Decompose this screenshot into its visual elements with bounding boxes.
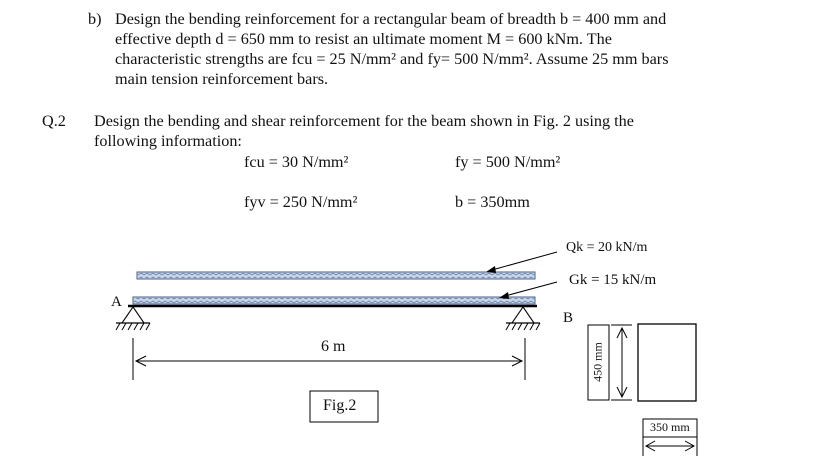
- qk-pointer: [492, 252, 557, 270]
- cross-section: [638, 324, 696, 401]
- gk-label: Gk = 15 kN/m: [569, 272, 657, 288]
- span-label: 6 m: [321, 338, 346, 355]
- part-b-line-2: effective depth d = 650 mm to resist an ultimate moment M = 600 kNm. The: [115, 30, 612, 48]
- gk-pointer: [505, 282, 557, 296]
- param-fyv: fyv = 250 N/mm²: [244, 193, 358, 211]
- param-fy: fy = 500 N/mm²: [455, 153, 561, 171]
- param-fcu: fcu = 30 N/mm²: [244, 153, 349, 171]
- question-2-label: Q.2: [42, 112, 66, 130]
- part-b-label: b): [88, 10, 102, 28]
- support-a-label: A: [111, 294, 122, 310]
- part-b-line-4: main tension reinforcement bars.: [115, 70, 329, 88]
- param-b: b = 350mm: [455, 193, 530, 211]
- question-2-line-1: Design the bending and shear reinforcement for the beam shown in Fig. 2 using the: [94, 112, 634, 130]
- qk-label: Qk = 20 kN/m: [566, 240, 648, 255]
- depth-label: 450 mm: [590, 342, 605, 382]
- support-b-label: B: [563, 310, 574, 326]
- figure-caption: Fig.2: [323, 397, 357, 414]
- support-b-icon: [506, 307, 540, 330]
- part-b-line-1: Design the bending reinforcement for a rectangular beam of breadth b = 400 mm and: [115, 10, 667, 28]
- width-label: 350 mm: [650, 420, 690, 434]
- question-2-line-2: following information:: [94, 132, 242, 150]
- part-b-line-3: characteristic strengths are fcu = 25 N/mm² and fy= 500 N/mm². Assume 25 mm bars: [115, 50, 669, 68]
